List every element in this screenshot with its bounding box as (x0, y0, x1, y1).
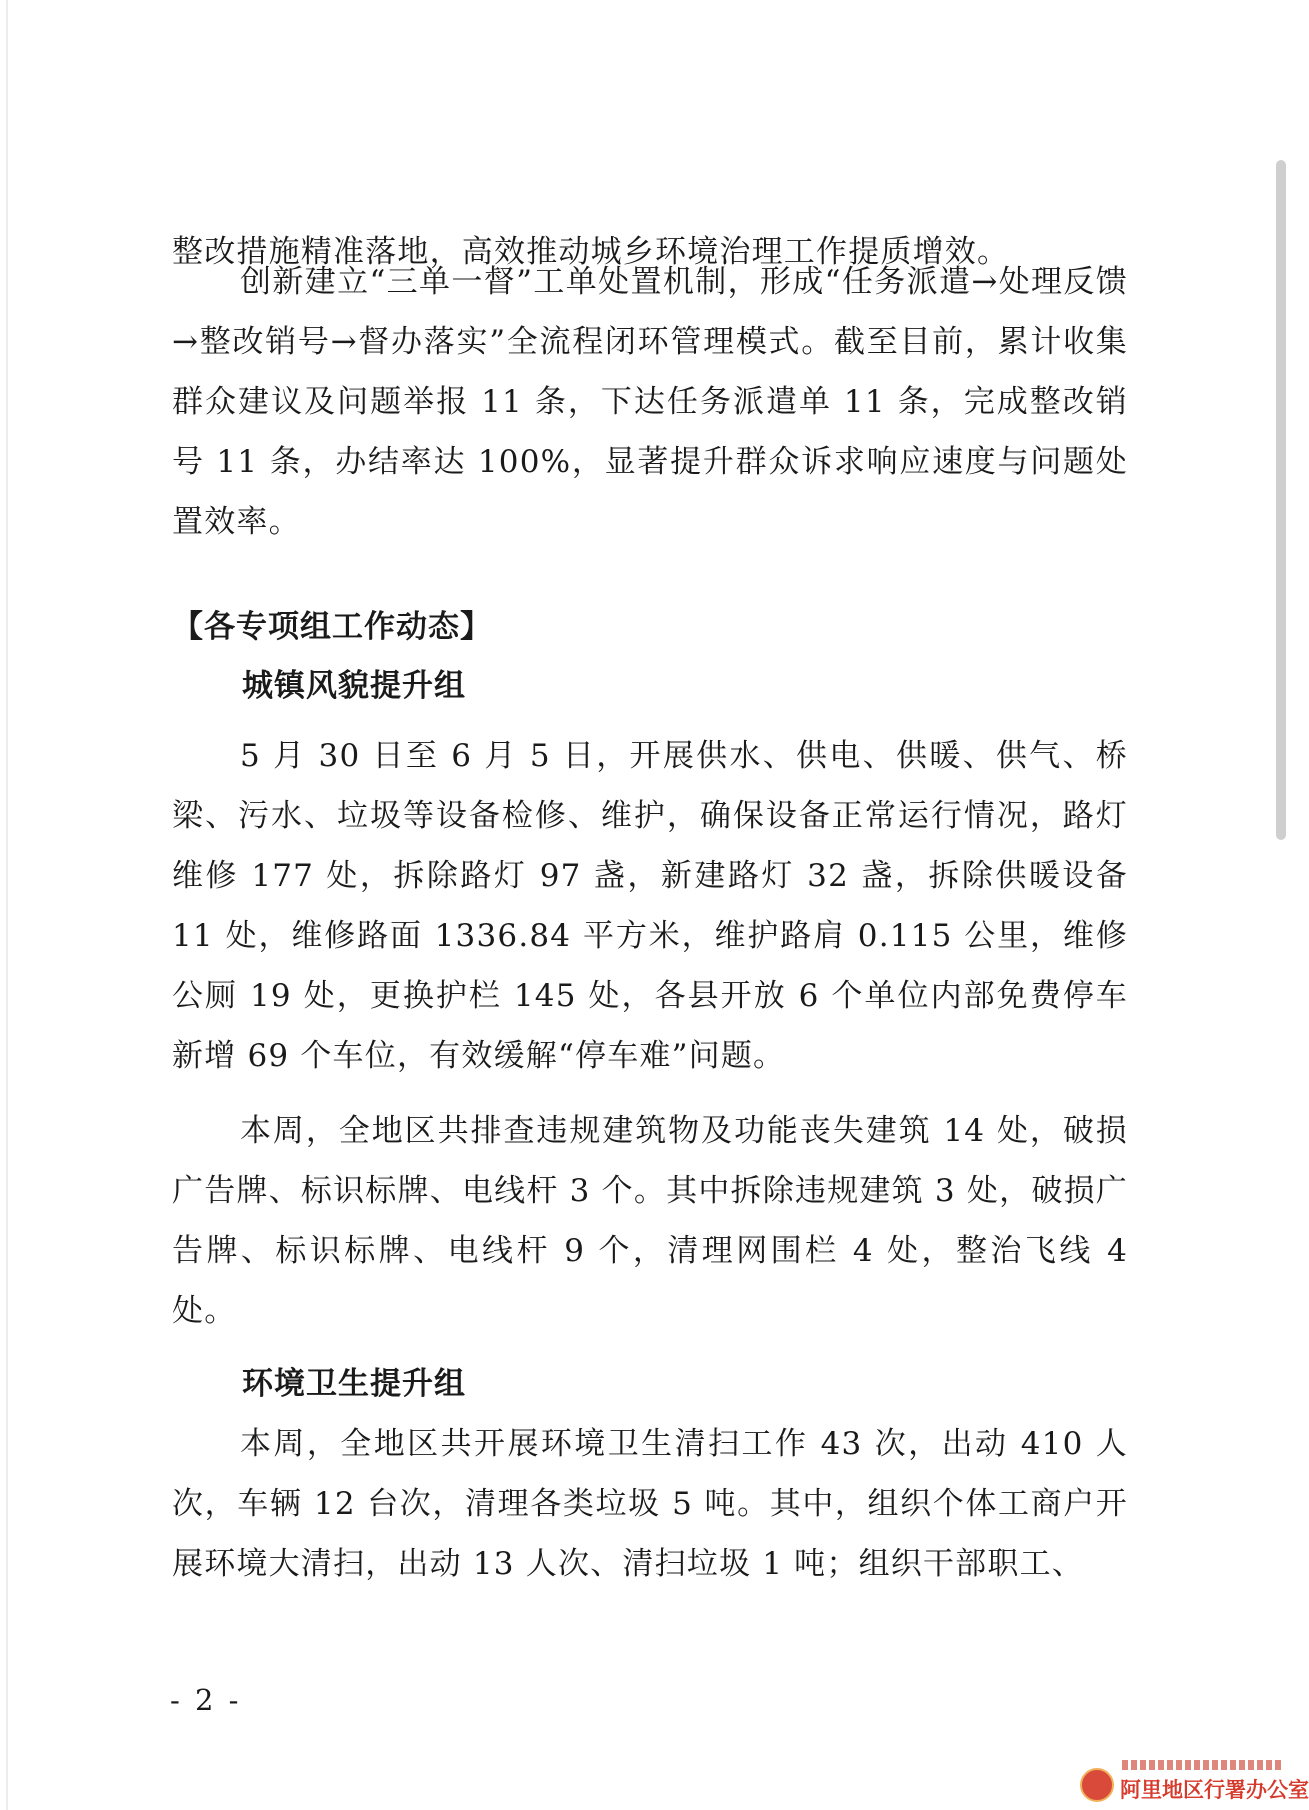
paragraph-sanitation-work: 本周，全地区共开展环境卫生清扫工作 43 次，出动 410 人次，车辆 12 台次，清理各类垃圾 5 吨。其中，组织个体工商户开展环境大清扫，出动 13 人次、清扫垃圾 1 吨；组织干部职工、 (172, 1426, 1128, 1582)
paragraph-illegal-buildings: 本周，全地区共排查违规建筑物及功能丧失建筑 14 处，破损广告牌、标识标牌、电线杆 3 个。其中拆除违规建筑 3 处，破损广告牌、标识标牌、电线杆 9 个，清理网围栏 4 处，整治飞线 4 处。 (172, 1113, 1128, 1329)
page-edge (6, 0, 8, 1810)
group-heading-sanitation: 环境卫生提升组 (242, 1366, 466, 1402)
national-emblem-icon (1080, 1768, 1114, 1802)
page-number: - 2 - (170, 1683, 242, 1717)
section-heading: 【各专项组工作动态】 (172, 609, 492, 645)
vertical-scrollbar[interactable] (1276, 160, 1286, 840)
group-heading-town-appearance: 城镇风貌提升组 (242, 668, 466, 704)
watermark-text: 阿里地区行署办公室 (1120, 1778, 1309, 1802)
tibetan-script-line (1122, 1760, 1282, 1770)
paragraph-intro-end: 整改措施精准落地，高效推动城乡环境治理工作提质增效。 (172, 234, 1010, 270)
office-watermark (1080, 1758, 1309, 1810)
paragraph-work-order-mechanism: 创新建立“三单一督”工单处置机制，形成“任务派遣→处理反馈→整改销号→督办落实”全流程闭环管理模式。截至目前，累计收集群众建议及问题举报 11 条，下达任务派遣单 11 条，完成整改销号 11 条，办结率达 100%，显著提升群众诉求响应速度与问题处置效率。 (172, 264, 1128, 540)
paragraph-facility-maintenance: 5 月 30 日至 6 月 5 日，开展供水、供电、供暖、供气、桥梁、污水、垃圾等设备检修、维护，确保设备正常运行情况，路灯维修 177 处，拆除路灯 97 盏，新建路灯 32 盏，拆除供暖设备 11 处，维修路面 1336.84 平方米，维护路肩 0.115 公里，维修公厕 19 处，更换护栏 145 处，各县开放 6 个单位内部免费停车新增 69 个车位，有效缓解“停车难”问题。 (172, 738, 1128, 1074)
